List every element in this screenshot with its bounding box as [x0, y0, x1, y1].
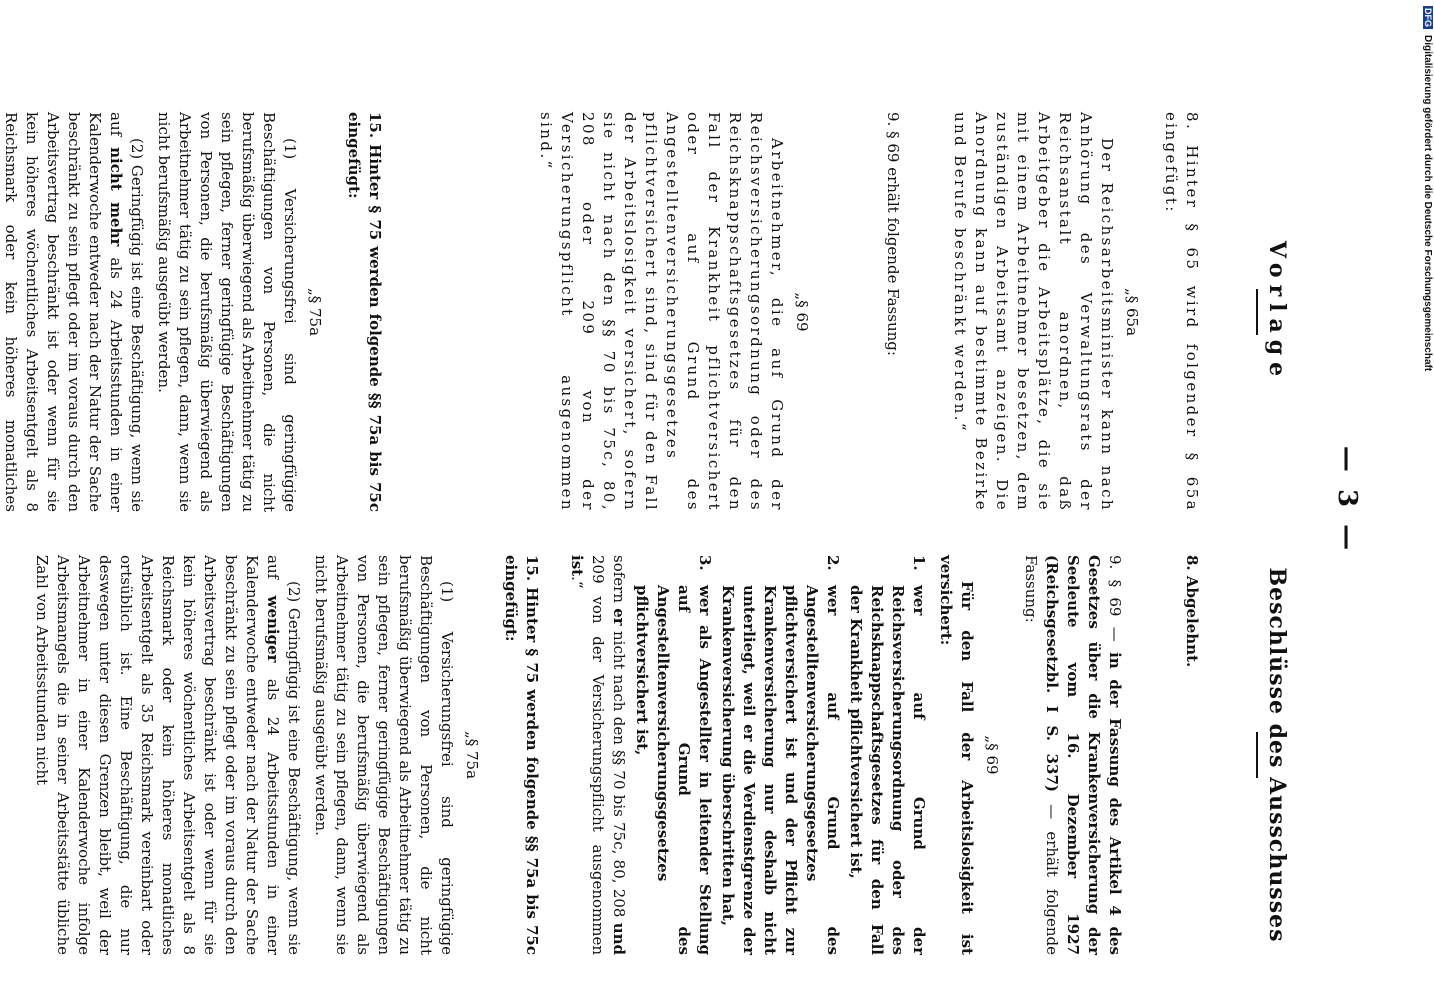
- section-heading-69: „§ 69: [983, 735, 1001, 775]
- list-item: 3. wer als Angestellter in leitender Stellung auf Grund des Angestelltenversicherungsgesetzes pflichtversichert ist,: [633, 555, 714, 955]
- paragraph-8-abgelehnt: 8. Abgelehnt.: [1183, 555, 1201, 668]
- list-item: 2. wer auf Grund des Angestelltenversicherungsgesetzes pflichtversichert ist und der Pflicht zur Krankenversicherung nur deshalb nicht unterliegt, weil er die Verdienstgrenze der Krankenversicherung überschritten hat,: [719, 555, 842, 955]
- paragraph-9-intro: 9. § 69 — in der Fassung des Artikel 4 des Gesetzes über die Krankenversicherung der Seeleute vom 16. Dezember 1927 (Reichsgesetzbl. I S. 337) — erhält folgende Fassung:: [1022, 555, 1124, 955]
- column-vorlage: [0, 112, 1290, 512]
- scanned-page-area: [2, 0, 1410, 1000]
- paragraph-15-body-2: (2) Geringfügig ist eine Beschäftigung, wenn sie auf nicht mehr als 24 Arbeitsstunden in einer Kalenderwoche entweder nach der Natur der Sache beschränkt zu sein pflegt oder im voraus durch den Arbeitsvertrag beschränkt ist oder wenn für sie kein höheres wöchentliches Arbeitsentgelt als 8 Reichsmark oder kein höheres monatliches: [2, 112, 146, 512]
- digitization-credit: [1414, 0, 1434, 1000]
- column-heading-beschluesse: Beschlüsse des Ausschusses: [1264, 567, 1290, 943]
- paragraph-8-intro: 8. Hinter § 65 wird folgender § 65a eingefügt:: [1162, 112, 1201, 512]
- section-heading-75a: „§ 75a: [463, 730, 481, 780]
- dfg-logo: DFG: [1423, 8, 1433, 27]
- paragraph-9-tail: sofern er nicht nach den §§ 70 bis 75c, 80, 208 und 209 von der Versicherungspflicht ausgenommen ist.“: [568, 555, 628, 955]
- paragraph-15-intro: 15. Hinter § 75 werden folgende §§ 75a bis 75c eingefügt:: [502, 555, 541, 955]
- digitization-credit-text: Digitalisierung gefördert durch die Deutsche Forschungsgemeinschaft: [1422, 35, 1433, 372]
- paragraph-15-intro: 15. Hinter § 75 werden folgende §§ 75a bis 75c eingefügt:: [345, 112, 384, 512]
- paragraph-9-intro: 9. § 69 erhält folgende Fassung:: [884, 112, 902, 356]
- section-heading-69: „§ 69: [793, 292, 811, 332]
- paragraph-8-body: Der Reichsarbeitsminister kann nach Anhörung des Verwaltungsrats der Reichsanstalt anordnen, daß Arbeitgeber die Arbeitsplätze, die sie mit einem Arbeitnehmer besetzen, dem zuständigen Arbeitsamt anzeigen. Die Anordnung kann auf bestimmte Bezirke und Berufe beschränkt werden.“: [951, 112, 1116, 512]
- emphasis-nicht-mehr: nicht mehr: [107, 147, 125, 247]
- paragraph-15-body-1: (1) Versicherungsfrei sind geringfügige Beschäftigungen von Personen, die nicht berufsmäßig überwiegend als Arbeitnehmer tätig zu sein pflegen, ferner geringfügige Beschäftigungen von Personen, die berufsmäßig überwiegend als Arbeitnehmer tätig zu sein pflegen, dann, wenn sie nicht berufsmäßig ausgeübt werden.: [155, 112, 299, 512]
- section-heading-65a: „§ 65a: [1123, 287, 1141, 337]
- list-item: 1. wer auf Grund der Reichsversicherungsordnung oder des Reichsknappschaftsgesetzes für den Fall der Krankheit pflichtversichert ist,: [847, 555, 928, 955]
- paragraph-15-body-1: (1) Versicherungsfrei sind geringfügige Beschäftigungen von Personen, die nicht berufsmäßig überwiegend als Arbeitnehmer tätig zu sein pflegen, ferner geringfügige Beschäftigungen von Personen, die berufsmäßig überwiegend als Arbeitnehmer tätig zu sein pflegen, dann, wenn sie nicht berufsmäßig ausgeübt werden.: [312, 555, 456, 955]
- heading-rule: [1256, 732, 1258, 778]
- paragraph-9-lead: Für den Fall der Arbeitslosigkeit ist versichert:: [937, 555, 976, 955]
- paragraph-15-body-2: (2) Geringfügig ist eine Beschäftigung, wenn sie auf weniger als 24 Arbeitsstunden in einer Kalenderwoche entweder nach der Natur der Sache beschränkt zu sein pflegt oder im voraus durch den Arbeitsvertrag beschränkt ist oder wenn für sie kein höheres wöchentliches Arbeitsentgelt als 8 Reichsmark oder kein höheres monatliches Arbeitsentgelt als 35 Reichsmark vereinbart oder ortsüblich ist. Eine Beschäftigung, die nur deswegen unter diesen Grenzen bleibt, weil der Arbeitnehmer in einer Kalenderwoche infolge Arbeitsmangels die in seiner Arbeitsstätte übliche Zahl von Arbeitsstunden nicht: [33, 555, 303, 955]
- column-beschluesse: [25, 555, 1290, 955]
- heading-rule: [1256, 289, 1258, 335]
- paragraph-9-body: Arbeitnehmer, die auf Grund der Reichsversicherungsordnung oder des Reichsknappschaftsgesetzes für den Fall der Krankheit pflichtversichert oder auf Grund des Angestelltenversicherungsgesetzes pflichtversichert sind, sind für den Fall der Arbeitslosigkeit versichert, sofern sie nicht nach den §§ 70 bis 75c, 80, 208 oder 209 von der Versicherungspflicht ausgenommen sind.“: [537, 112, 786, 512]
- document-page: [2, 0, 1410, 1000]
- page-number: — 3 —: [1332, 445, 1362, 555]
- column-heading-vorlage: Vorlage: [1264, 240, 1290, 384]
- section-heading-75a: „§ 75a: [306, 287, 324, 337]
- emphasis-weniger: weniger: [264, 595, 282, 663]
